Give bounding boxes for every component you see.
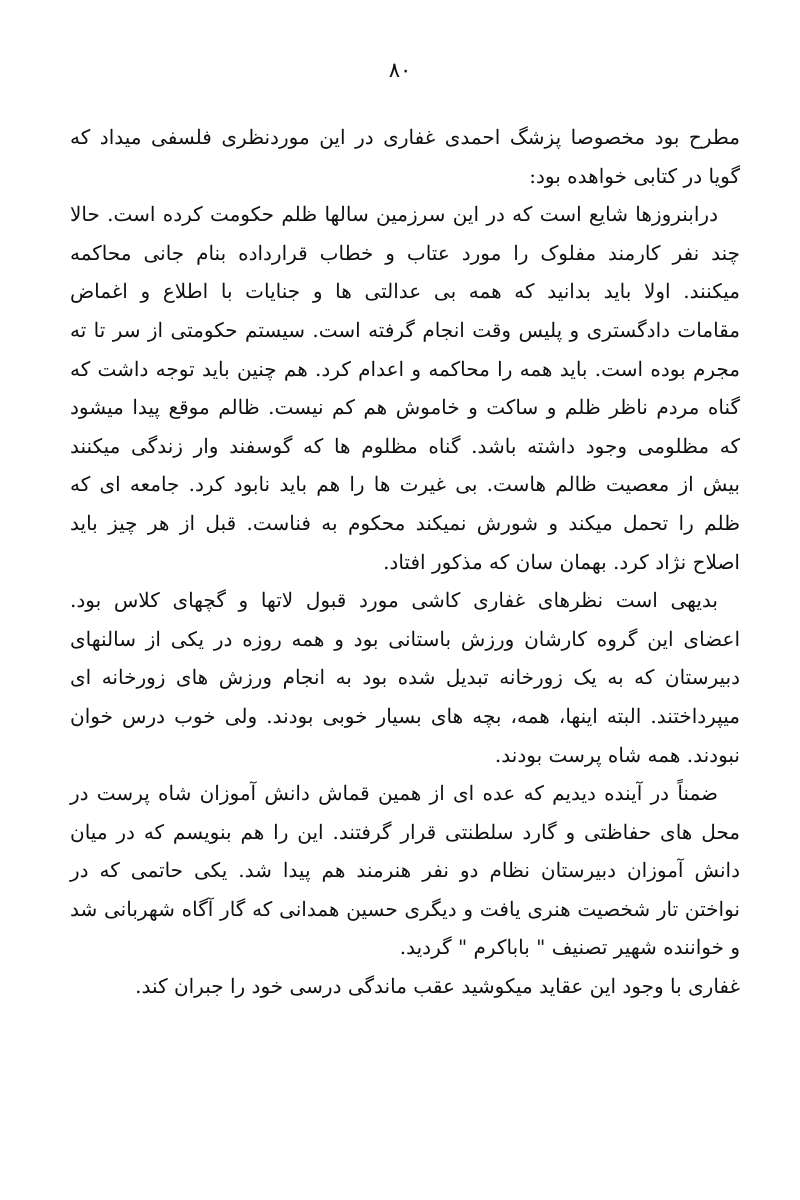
paragraph-5 (70, 967, 740, 1006)
text-line: ظلم را تحمل میکند و شورش نمیکند محکوم به فناست. قبل از هر چیز باید (70, 510, 740, 535)
text-line: دانش آموزان دبیرستان نظام دو نفر هنرمند هم پیدا شد. یکی حاتمی که در (70, 858, 740, 883)
text-line: درابنروزها شایع است که در این سرزمین سالها ظلم حکومت کرده است. حالا (70, 202, 718, 227)
text-line: گویا در کتابی خواهده بود: (529, 163, 740, 188)
text-line: مقامات دادگستری و پلیس وقت انجام گرفته است. سیستم حکومتی از سر تا ته (70, 317, 740, 342)
text-line: ضمناً در آینده دیدیم که عده ای از همین قماش دانش آموزان شاه پرست در (70, 781, 718, 806)
paragraph-2 (70, 195, 740, 581)
text-line: بدیهی است نظرهای غفاری کاشی مورد قبول لاتها و گچهای کلاس بود. (70, 588, 718, 613)
text-line: اعضای این گروه کارشان ورزش باستانی بود و همه روزه در یکی از سالنهای (70, 626, 740, 651)
text-line: دبیرستان که به یک زورخانه تبدیل شده بود به انجام ورزش های زورخانه ای (70, 665, 740, 690)
text-line: میپرداختند. البته اینها، همه، بچه های بسیار خوبی بودند. ولی خوب درس خوان (70, 703, 740, 728)
page-text (70, 118, 740, 1006)
text-line: بیش از معصیت ظالم هاست. بی غیرت ها را هم باید نابود کرد. جامعه ای که (70, 472, 740, 497)
text-line: نواختن تار شخصیت هنری یافت و دیگری حسین همدانی که گار آگاه شهربانی شد (70, 896, 740, 921)
text-line: اصلاح نژاد کرد. بهمان سان که مذکور افتاد. (383, 549, 740, 574)
text-line: محل های حفاظتی و گارد سلطنتی قرار گرفتند. این را هم بنویسم که در میان (70, 819, 740, 844)
paragraph-3 (70, 581, 740, 774)
page-number: ۸۰ (388, 58, 412, 82)
text-line: و خواننده شهیر تصنیف " باباکرم " گردید. (399, 935, 740, 960)
text-line: غفاری با وجود این عقاید میکوشید عقب ماندگی درسی خود را جبران کند. (135, 974, 740, 999)
text-line: که مظلومی وجود داشته باشد. گناه مظلوم ها که گوسفند وار زندگی میکنند (70, 433, 740, 458)
text-line: میکنند. اولا باید بدانید که همه بی عدالتی ها و جنایات با اطلاع و اغماض (70, 279, 740, 304)
paragraph-1 (70, 118, 740, 195)
text-line: چند نفر کارمند مفلوک را مورد عتاب و خطاب قرارداده بنام جانی محاکمه (70, 240, 740, 265)
paragraph-4 (70, 774, 740, 967)
text-line: گناه مردم ناظر ظلم و ساکت و خاموش هم کم نیست. ظالم موقع پیدا میشود (70, 395, 740, 420)
text-line: نبودند. همه شاه پرست بودند. (494, 742, 740, 767)
text-line: مطرح بود مخصوصا پزشگ احمدی غفاری در این موردنظری فلسفی میداد که (70, 125, 741, 149)
text-line: مجرم بوده است. باید همه را محاکمه و اعدام کرد. هم چنین باید توجه داشت که (70, 356, 740, 381)
